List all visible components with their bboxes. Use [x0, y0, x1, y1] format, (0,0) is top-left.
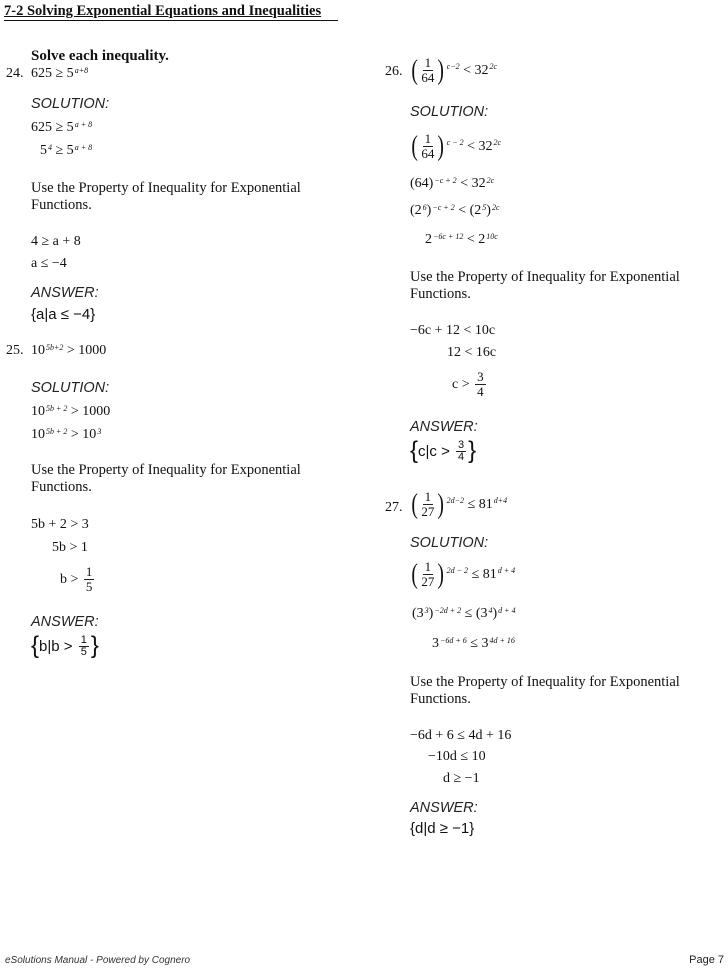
- step-line: [31, 517, 89, 533]
- answer-label: ANSWER:: [410, 800, 478, 816]
- solution-label: SOLUTION:: [31, 380, 110, 396]
- math-exponent: c−2: [446, 62, 460, 71]
- fraction-denominator: 27: [421, 574, 435, 589]
- math-bracket: (: [411, 558, 418, 590]
- solution-label: SOLUTION:: [410, 104, 489, 120]
- math-text: d ≥ −1: [443, 771, 480, 786]
- math-text: < 32: [463, 138, 493, 154]
- math-text: 10: [31, 404, 45, 419]
- property-line-1: Use the Property of Inequality for Exponential: [410, 269, 680, 285]
- solution-line: [31, 120, 92, 136]
- math-text: c|c >: [418, 442, 455, 460]
- fraction-denominator: 64: [421, 146, 435, 161]
- math-exponent: 2c: [489, 62, 498, 71]
- problem-number: 26.: [385, 64, 403, 79]
- math-text: 3: [432, 636, 439, 651]
- math-exponent: a + 8: [74, 119, 93, 129]
- math-text: (2: [410, 203, 422, 218]
- property-line-2: Functions.: [410, 286, 471, 302]
- math-text: {a|a ≤ −4}: [31, 306, 96, 323]
- solution-line: [410, 203, 500, 219]
- math-text: > 1000: [63, 343, 107, 358]
- math-exponent: −c + 2: [434, 175, 457, 185]
- solution-line: [31, 427, 101, 443]
- math-text: (64): [410, 176, 434, 191]
- solution-line: [410, 132, 501, 161]
- answer-label: ANSWER:: [31, 285, 99, 301]
- step-line: [60, 565, 96, 594]
- math-exponent: 2d − 2: [446, 566, 469, 575]
- math-bracket: (: [411, 54, 418, 86]
- math-exponent: 10c: [486, 231, 498, 241]
- property-text: [31, 462, 331, 496]
- property-text: [410, 674, 710, 708]
- property-line-1: Use the Property of Inequality for Exponential: [31, 180, 301, 196]
- math-text: > 10: [67, 427, 97, 442]
- fraction-numerator: 1: [424, 55, 432, 70]
- property-line-1: Use the Property of Inequality for Exponential: [31, 462, 301, 478]
- math-exponent: 3: [97, 426, 102, 436]
- fraction-denominator: 64: [421, 70, 435, 85]
- math-text: < 32: [459, 62, 489, 78]
- math-text: ≤ 81: [464, 496, 493, 512]
- solution-line: [410, 560, 515, 589]
- property-line-2: Functions.: [410, 691, 471, 707]
- math-exponent: −6d + 6: [440, 635, 467, 645]
- answer: [410, 820, 474, 837]
- fraction-numerator: 3: [477, 369, 484, 384]
- math-bracket: ): [437, 558, 445, 590]
- answer: [31, 632, 99, 660]
- title-underline: [4, 20, 338, 21]
- math-exponent: 2c: [486, 175, 495, 185]
- math-exponent: 2c: [491, 202, 500, 212]
- math-text: ): [486, 203, 491, 218]
- math-exponent: −c + 2: [432, 202, 455, 212]
- math-text: ): [492, 606, 498, 621]
- math-fraction: [475, 370, 486, 399]
- math-text: 12 < 16c: [447, 345, 497, 360]
- step-line: [31, 256, 67, 272]
- step-line: [410, 323, 495, 339]
- math-bracket: ): [437, 54, 445, 86]
- math-text: 2: [425, 232, 432, 247]
- math-fraction: [421, 132, 434, 161]
- math-exponent: −2d + 2: [434, 605, 462, 615]
- math-text: ≤ 81: [468, 566, 497, 582]
- step-line: [31, 234, 81, 250]
- math-exponent: d + 4: [498, 605, 516, 615]
- math-exponent: 5b + 2: [46, 403, 68, 413]
- math-text: 625 ≥ 5: [31, 120, 74, 135]
- math-text: b >: [60, 571, 82, 587]
- math-text: ): [428, 606, 434, 621]
- math-exponent: 2d−2: [446, 496, 465, 505]
- math-exponent: c − 2: [446, 138, 464, 147]
- math-exponent: 2c: [493, 138, 502, 147]
- math-fraction: [456, 440, 466, 463]
- math-text: < (2: [454, 203, 482, 218]
- math-bracket: }: [468, 437, 477, 464]
- math-text: (3: [412, 606, 424, 621]
- math-text: 4 ≥ a + 8: [31, 234, 81, 249]
- math-exponent: a + 8: [74, 142, 93, 152]
- problem-statement: [410, 490, 507, 519]
- fraction-denominator: 5: [85, 579, 93, 594]
- math-fraction: [421, 56, 434, 85]
- fraction-numerator: 3: [458, 438, 465, 451]
- property-text: [31, 180, 331, 214]
- answer: [31, 306, 95, 323]
- fraction-denominator: 4: [477, 384, 484, 399]
- math-text: ≤ 3: [466, 636, 489, 651]
- solution-line: [40, 143, 92, 159]
- math-exponent: 5: [482, 202, 487, 212]
- math-exponent: 5b + 2: [46, 426, 68, 436]
- footer-credit: eSolutions Manual - Powered by Cognero: [5, 955, 191, 966]
- math-fraction: [84, 565, 95, 594]
- solution-line: [432, 636, 515, 652]
- math-fraction: [79, 635, 89, 658]
- math-bracket: {: [31, 632, 40, 659]
- math-text: < 2: [463, 232, 486, 247]
- math-bracket: (: [411, 488, 418, 520]
- math-text: b|b >: [39, 637, 77, 655]
- fraction-denominator: 27: [421, 504, 435, 519]
- solution-line: [31, 404, 110, 420]
- solution-label: SOLUTION:: [31, 96, 110, 112]
- math-text: 10: [31, 343, 45, 358]
- math-text: ): [426, 203, 432, 218]
- fraction-numerator: 1: [424, 131, 432, 146]
- math-text: 5b + 2 > 3: [31, 517, 89, 532]
- math-fraction: [421, 490, 434, 519]
- property-text: [410, 269, 710, 303]
- problem-statement: [410, 56, 497, 85]
- math-text: 5: [40, 143, 47, 158]
- step-line: [447, 345, 496, 361]
- fraction-numerator: 1: [424, 489, 432, 504]
- math-exponent: d + 4: [497, 566, 516, 575]
- step-line: [452, 370, 488, 399]
- fraction-numerator: 1: [85, 564, 93, 579]
- problem-number: 27.: [385, 500, 403, 515]
- math-exponent: 4: [48, 142, 52, 152]
- solution-line: [425, 232, 498, 248]
- math-bracket: }: [90, 632, 99, 659]
- fraction-numerator: 1: [424, 559, 432, 574]
- step-line: [428, 749, 486, 765]
- solution-line: [410, 176, 494, 192]
- math-text: 10: [31, 427, 45, 442]
- solution-line: [412, 606, 516, 622]
- fraction-denominator: 4: [458, 450, 465, 463]
- math-bracket: {: [410, 437, 419, 464]
- math-bracket: ): [437, 130, 445, 162]
- math-fraction: [421, 560, 434, 589]
- page-number: Page 7: [689, 954, 724, 966]
- math-exponent: 5b+2: [46, 342, 64, 352]
- answer: [410, 437, 476, 465]
- step-line: [443, 771, 480, 787]
- math-text: ≥ 5: [52, 143, 74, 158]
- math-text: −6d + 6 ≤ 4d + 16: [410, 728, 512, 743]
- math-exponent: a+8: [74, 65, 89, 75]
- math-exponent: 4d + 16: [489, 635, 515, 645]
- math-text: −10d ≤ 10: [428, 749, 486, 764]
- property-line-2: Functions.: [31, 197, 92, 213]
- property-line-1: Use the Property of Inequality for Exponential: [410, 674, 680, 690]
- math-text: {d|d ≥ −1}: [410, 820, 475, 837]
- problem-number: 24.: [6, 66, 24, 81]
- math-text: > 1000: [67, 404, 111, 419]
- math-text: c >: [452, 376, 474, 392]
- math-bracket: (: [411, 130, 418, 162]
- property-line-2: Functions.: [31, 479, 92, 495]
- step-line: [52, 540, 88, 556]
- math-bracket: ): [437, 488, 445, 520]
- instruction: Solve each inequality.: [31, 48, 169, 64]
- math-exponent: 6: [422, 202, 427, 212]
- math-exponent: d+4: [493, 496, 508, 505]
- problem-number: 25.: [6, 343, 24, 358]
- math-exponent: 4: [488, 605, 493, 615]
- math-text: 625 ≥ 5: [31, 66, 74, 81]
- answer-label: ANSWER:: [410, 419, 478, 435]
- page-title: 7-2 Solving Exponential Equations and Inequalities: [4, 3, 322, 19]
- math-text: < 32: [456, 176, 486, 191]
- solution-label: SOLUTION:: [410, 535, 489, 551]
- fraction-denominator: 5: [80, 645, 87, 658]
- math-text: a ≤ −4: [31, 256, 67, 271]
- step-line: [410, 728, 511, 744]
- math-text: 5b > 1: [52, 540, 88, 555]
- math-exponent: 3: [424, 605, 429, 615]
- fraction-numerator: 1: [80, 633, 87, 646]
- answer-label: ANSWER:: [31, 614, 99, 630]
- math-text: ≤ (3: [461, 606, 488, 621]
- math-exponent: −6c + 12: [433, 231, 464, 241]
- problem-statement: [31, 66, 88, 82]
- math-text: −6c + 12 < 10c: [410, 323, 496, 338]
- problem-statement: [31, 343, 106, 359]
